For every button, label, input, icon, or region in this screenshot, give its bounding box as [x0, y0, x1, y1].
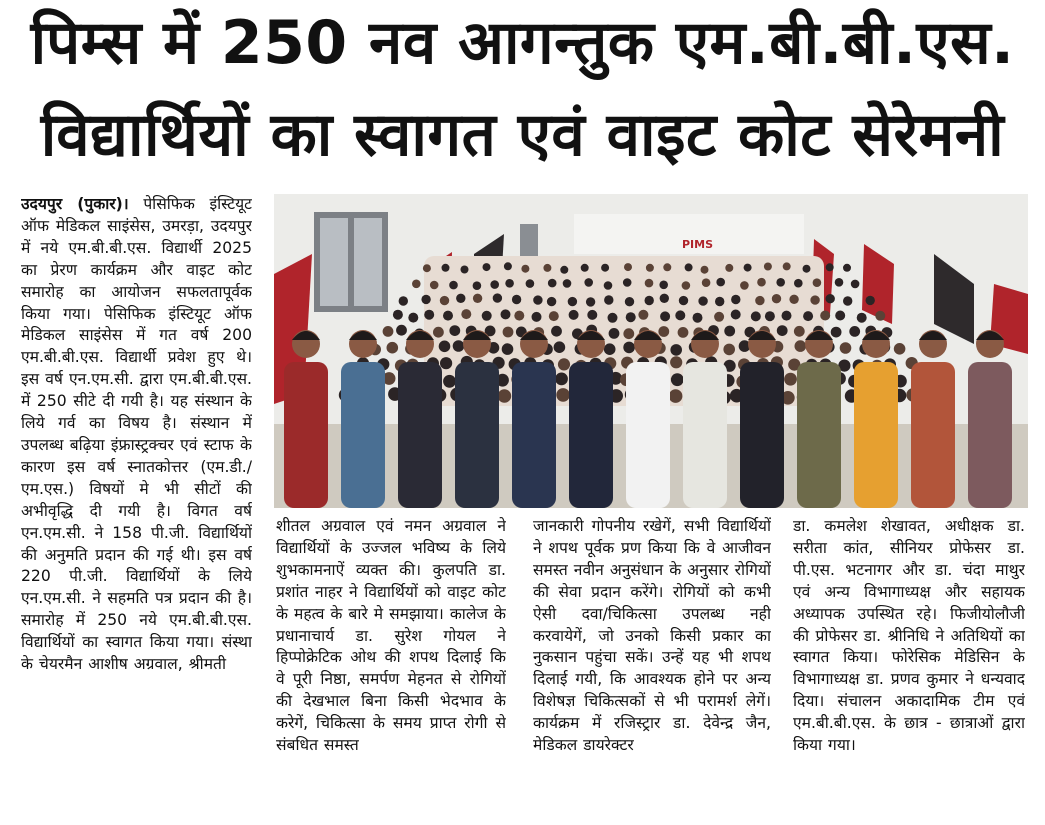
group-photo	[274, 194, 1028, 508]
headline-line-2: विद्यार्थियों का स्वागत एवं वाइट कोट सेरेमनी	[40, 100, 1005, 170]
article-column-1	[21, 194, 252, 816]
article-column-3: जानकारी गोपनीय रखेगें, सभी विद्यार्थियों ने शपथ पूर्वक प्रण किया कि वे आजीवन समस्त नवीन अनुसंधान के अनुसार रोगियों की सेवा प्रदान करेंगे। रोगियों को कभी ऐसी दवा/चिकित्सा उपलब्ध नही करवायेगें, जो उनको किसी प्रकार का नुकसान पहुंचा सकें। उन्हें यह भी शपथ दिलाई गयी, कि आवश्यक होने पर अन्य विशेषज्ञ चिकित्सकों से भी परामर्श लेगें। कार्यक्रम में रजिस्ट्रार डा. देवेन्द्र जैन, मेडिकल डायरेक्टर	[533, 517, 771, 755]
article-column-1-text: पेसिफिक इंस्टियूट ऑफ मेडिकल साइंसेस, उमरड़ा, उदयपुर में नये एम.बी.बी.एस. विद्यार्थी 2025 का प्रेरण कार्यक्रम और वाइट कोट समारोह का आयोजन सफलतापूर्वक किया गया। पेसिफिक इंस्टियूट ऑफ मेडिकल साइंसेस में गत वर्ष 200 एम.बी.बी.एस. विद्यार्थी प्रवेश हुए थे। इस वर्ष एन.एम.सी. द्वारा एम.बी.बी.एस. में 250 सीटे दी गयी है। यह संस्थान के लिये गर्व का विषय है। संस्थान में उपलब्ध बढ़िया इंफ्रास्ट्रक्चर एवं स्टाफ के कारण इस वर्ष स्नातकोत्तर (एम.डी./एम.एस.) विषयों मे भी सीटों की अभीवृद्धि दी गयी है। विगत वर्ष एन.एम.सी. ने 158 पी.जी. विद्यार्थियों की अनुमति प्रदान की गई थी। इस वर्ष 220 पी.जी. विद्यार्थियों के लिये एन.एम.सी. ने सहमति पत्र प्रदान की है। समारोह में 250 नये एम.बी.बी.एस. विद्यार्थियों का स्वागत किया गया। संस्था के चेयरमैन आशीष अग्रवाल, श्रीमती	[21, 195, 252, 674]
article-dateline: उदयपुर (पुकार)।	[21, 195, 129, 213]
group-photo-illustration	[274, 194, 1028, 508]
pims-banner-text: PIMS	[682, 238, 714, 251]
headline-line-1: पिम्स में 250 नव आगन्तुक एम.बी.बी.एस.	[30, 8, 1015, 78]
article-column-4: डा. कमलेश शेखावत, अधीक्षक डा. सरीता कांत, सीनियर प्रोफेसर डा. पी.एस. भटनागर और डा. चंदा माथुर एवं अन्य विभागाध्यक्ष और सहायक अध्यापक उपस्थित रहे। फिजीयोलौजी की प्रोफेसर डा. श्रीनिधि ने अतिथियों का स्वागत किया। फोरेसिक मेडिसिन के विभागाध्यक्ष डा. प्रणव कुमार ने धन्यवाद दिया। संचालन अकादामिक टीम एवं एम.बी.बी.एस. के छात्र - छात्राओं द्वारा किया गया।	[793, 517, 1025, 755]
article-column-2: शीतल अग्रवाल एवं नमन अग्रवाल ने विद्यार्थियों के उज्जल भविष्य के लिये शुभकामनाऐं व्यक्त की। कुलपति डा. प्रशांत नाहर ने विद्यार्थियों को वाइट कोट के महत्व के बारे मे समझाया। कालेज के प्रधानाचार्य डा. सुरेश गोयल ने हिप्पोक्रेटिक ओथ की शपथ दिलाई कि वे पूरी निष्ठा, समर्पण मेहनत से रोगियों की देखभाल बिना किसी भेदभाव के करेगें, चिकित्सा के समय प्राप्त रोगी से संबधित समस्त	[276, 517, 506, 755]
